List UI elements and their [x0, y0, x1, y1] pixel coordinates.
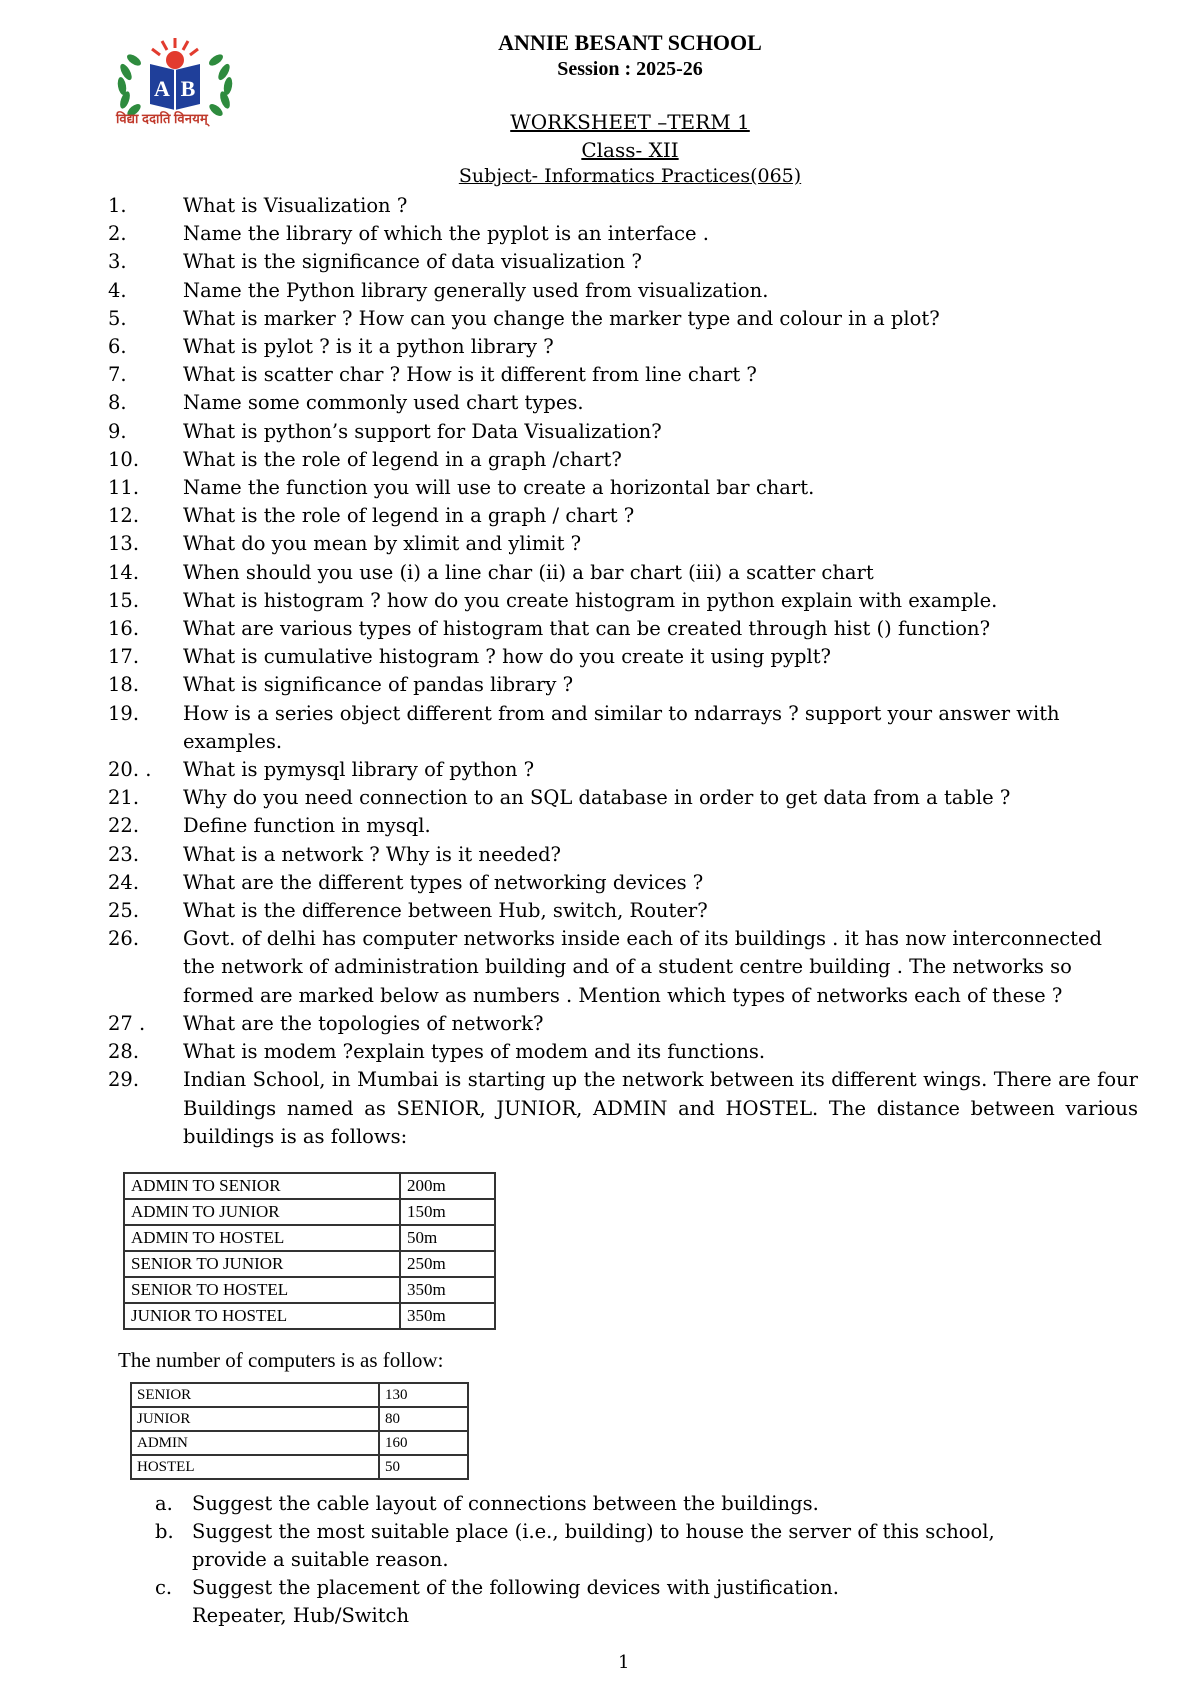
table-cell: ADMIN TO JUNIOR — [124, 1199, 400, 1225]
question-number: 8. — [108, 391, 127, 415]
table-cell: 130 — [379, 1383, 468, 1407]
question-number: 20. . — [108, 758, 152, 782]
question-item — [108, 671, 1138, 699]
sub-question-label: b. — [155, 1520, 174, 1543]
question-number: 14. — [108, 560, 140, 584]
question-number: 26. — [108, 927, 140, 951]
devices-line: Repeater, Hub/Switch — [192, 1604, 410, 1627]
sub-question-text: Suggest the cable layout of connections between the buildings. — [192, 1492, 819, 1515]
table-cell: 350m — [400, 1303, 495, 1329]
question-text: What is a network ? Why is it needed? — [183, 842, 562, 866]
question-number: 15. — [108, 588, 140, 612]
table-row — [124, 1277, 495, 1303]
question-item — [108, 643, 1138, 671]
question-item — [108, 1066, 1138, 1151]
question-list — [108, 192, 1138, 1151]
table-cell: 80 — [379, 1407, 468, 1431]
question-number: 23. — [108, 842, 140, 866]
question-text: When should you use (i) a line char (ii) a bar chart (iii) a scatter chart — [183, 560, 874, 584]
sub-question-item — [155, 1490, 1075, 1518]
question-text: What is pylot ? is it a python library ? — [183, 335, 554, 359]
question-number: 12. — [108, 504, 140, 528]
distance-table — [123, 1172, 496, 1330]
question-number: 6. — [108, 335, 127, 359]
sub-question-label: c. — [155, 1576, 173, 1599]
question-text: What is cumulative histogram ? how do you create it using pyplt? — [183, 645, 832, 669]
table-row — [124, 1251, 495, 1277]
sub-question-text: Suggest the most suitable place (i.e., building) to house the server of this school, provide a suitable reason. — [192, 1520, 995, 1571]
school-motto: विद्या ददाति विनयम् — [116, 111, 208, 126]
question-item — [108, 248, 1138, 276]
question-number: 13. — [108, 532, 140, 556]
question-item — [108, 812, 1138, 840]
question-item — [108, 700, 1138, 756]
table-cell: JUNIOR TO HOSTEL — [124, 1303, 400, 1329]
table-row — [124, 1173, 495, 1199]
question-number: 5. — [108, 306, 127, 330]
question-number: 4. — [108, 278, 127, 302]
question-text: Govt. of delhi has computer networks inside each of its buildings . it has now interconnected the network of administration building and of a student centre building . The networks so formed are marked below as numbers . Mention which types of networks each of these ? — [183, 927, 1103, 1007]
question-number: 27 . — [108, 1011, 146, 1035]
question-number: 18. — [108, 673, 140, 697]
question-text: What is histogram ? how do you create histogram in python explain with example. — [183, 588, 998, 612]
question-item — [108, 502, 1138, 530]
question-item — [108, 559, 1138, 587]
question-number: 9. — [108, 419, 127, 443]
question-number: 19. — [108, 701, 140, 725]
question-number: 29. — [108, 1068, 140, 1092]
question-number: 25. — [108, 899, 140, 923]
question-item — [108, 1010, 1138, 1038]
computers-caption: The number of computers is as follow: — [118, 1348, 444, 1372]
table-cell: 350m — [400, 1277, 495, 1303]
table-cell: SENIOR — [131, 1383, 379, 1407]
question-item — [108, 1038, 1138, 1066]
question-text: What are various types of histogram that can be created through hist () function? — [183, 617, 991, 641]
question-text: What is python’s support for Data Visualization? — [183, 419, 662, 443]
table-cell: JUNIOR — [131, 1407, 379, 1431]
question-number: 2. — [108, 222, 127, 246]
sub-question-item — [155, 1518, 1075, 1574]
session-line: Session : 2025-26 — [557, 58, 703, 80]
worksheet-title: WORKSHEET –TERM 1 — [510, 110, 750, 134]
question-number: 1. — [108, 194, 127, 217]
question-item — [108, 333, 1138, 361]
sub-question-item — [155, 1602, 1075, 1630]
question-text: What is the role of legend in a graph / chart ? — [183, 504, 635, 528]
question-item — [108, 869, 1138, 897]
question-number: 10. — [108, 447, 140, 471]
question-number: 7. — [108, 363, 127, 387]
question-number: 24. — [108, 870, 140, 894]
question-item — [108, 446, 1138, 474]
question-text: Name the library of which the pyplot is an interface . — [183, 222, 709, 246]
table-cell: HOSTEL — [131, 1455, 379, 1479]
table-row — [124, 1225, 495, 1251]
question-text: What is pymysql library of python ? — [183, 758, 535, 782]
question-text: How is a series object different from and similar to ndarrays ? support your answer with examples. — [183, 701, 1060, 753]
table-cell: ADMIN TO SENIOR — [124, 1173, 400, 1199]
table-row — [131, 1407, 468, 1431]
question-text: What is marker ? How can you change the marker type and colour in a plot? — [183, 306, 940, 330]
question-item — [108, 361, 1138, 389]
table-cell: 160 — [379, 1431, 468, 1455]
sub-question-label: a. — [155, 1492, 173, 1515]
table-row — [131, 1383, 468, 1407]
sub-question-text: Suggest the placement of the following devices with justification. — [192, 1576, 839, 1599]
question-text: What is Visualization ? — [183, 194, 408, 217]
question-item — [108, 587, 1138, 615]
question-text: Name the Python library generally used from visualization. — [183, 278, 769, 302]
question-item — [108, 615, 1138, 643]
table-cell: SENIOR TO JUNIOR — [124, 1251, 400, 1277]
question-item — [108, 192, 1138, 220]
table-row — [124, 1303, 495, 1329]
table-cell: 50 — [379, 1455, 468, 1479]
table-cell: 150m — [400, 1199, 495, 1225]
question-number: 3. — [108, 250, 127, 274]
computers-table — [130, 1382, 469, 1480]
question-text: What is scatter char ? How is it different from line chart ? — [183, 363, 757, 387]
question-item — [108, 841, 1138, 869]
table-row — [124, 1199, 495, 1225]
question-item — [108, 220, 1138, 248]
question-item — [108, 756, 1138, 784]
question-number: 28. — [108, 1040, 140, 1064]
question-item — [108, 418, 1138, 446]
question-item — [108, 784, 1138, 812]
subject-line: Subject- Informatics Practices(065) — [458, 165, 802, 187]
table-cell: 50m — [400, 1225, 495, 1251]
table-cell: 250m — [400, 1251, 495, 1277]
question-number: 21. — [108, 786, 140, 810]
table-row — [131, 1431, 468, 1455]
table-cell: SENIOR TO HOSTEL — [124, 1277, 400, 1303]
page-number: 1 — [618, 1652, 630, 1673]
table-row — [131, 1455, 468, 1479]
school-name: ANNIE BESANT SCHOOL — [498, 30, 762, 55]
question-text: Define function in mysql. — [183, 814, 431, 838]
sub-question-item — [155, 1574, 1075, 1602]
question-text: Name the function you will use to create a horizontal bar chart. — [183, 476, 815, 500]
question-text: What is the significance of data visualization ? — [183, 250, 642, 274]
question-item — [108, 389, 1138, 417]
question-text: What is modem ?explain types of modem and its functions. — [183, 1040, 766, 1064]
question-number: 16. — [108, 617, 140, 641]
question-number: 22. — [108, 814, 140, 838]
question-text: What is the role of legend in a graph /chart? — [183, 447, 622, 471]
class-line: Class- XII — [581, 138, 679, 162]
question-number: 11. — [108, 476, 140, 500]
question-item — [108, 474, 1138, 502]
sub-question-list — [155, 1490, 1075, 1630]
question-text: What is significance of pandas library ? — [183, 673, 574, 697]
question-text: Indian School, in Mumbai is starting up the network between its different wings. There are four Buildings named as SENIOR, JUNIOR, ADMIN and HOSTEL. The distance between various buildings is as follows: — [183, 1068, 1138, 1148]
logo-b-letter: B — [180, 76, 196, 101]
question-item — [108, 897, 1138, 925]
table-cell: ADMIN TO HOSTEL — [124, 1225, 400, 1251]
question-text: Why do you need connection to an SQL database in order to get data from a table ? — [183, 786, 1011, 810]
question-text: Name some commonly used chart types. — [183, 391, 584, 415]
question-text: What are the topologies of network? — [183, 1011, 544, 1035]
question-text: What do you mean by xlimit and ylimit ? — [183, 532, 582, 556]
table-cell: 200m — [400, 1173, 495, 1199]
question-item — [108, 305, 1138, 333]
question-item — [108, 277, 1138, 305]
question-item — [108, 530, 1138, 558]
logo-a-letter: A — [154, 76, 170, 101]
table-cell: ADMIN — [131, 1431, 379, 1455]
question-item — [108, 925, 1138, 1010]
question-text: What are the different types of networking devices ? — [183, 870, 704, 894]
question-number: 17. — [108, 645, 140, 669]
question-text: What is the difference between Hub, switch, Router? — [183, 899, 708, 923]
